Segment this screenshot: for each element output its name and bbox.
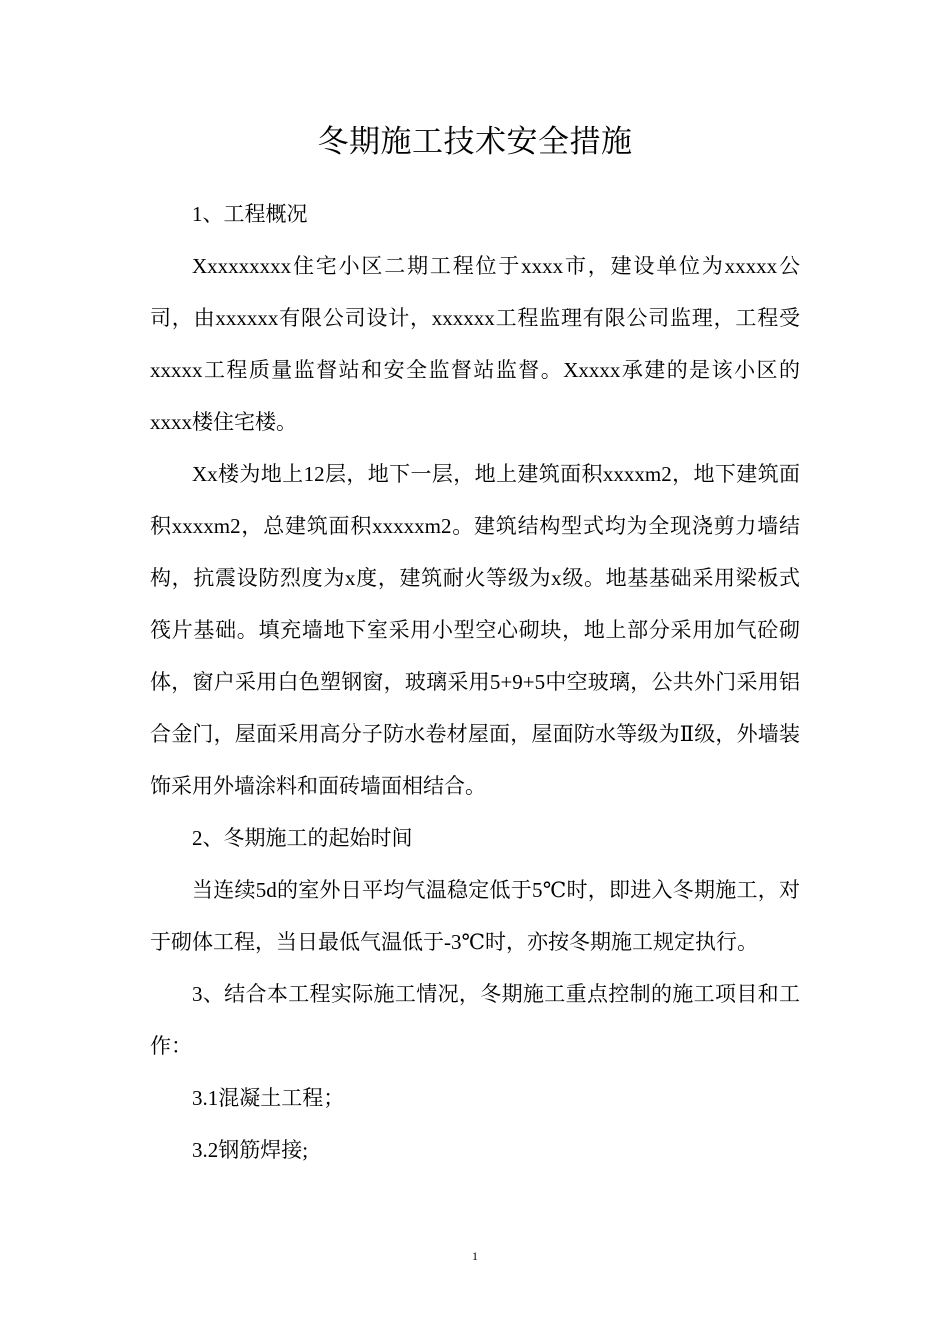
section-heading-winter-start: 2、冬期施工的起始时间 bbox=[192, 826, 413, 850]
paragraph-building-description: Xx楼为地上12层，地下一层，地上建筑面积xxxxm2，地下建筑面积xxxxm2，总建筑面积xxxxxm2。建筑结构型式均为全现浇剪力墙结构，抗震设防烈度为x度，建筑耐火等级为x级。地基基础采用梁板式筏片基础。填充墙地下室采用小型空心砌块，地上部分采用加气砼砌体，窗户采用白色塑钢窗，玻璃采用5+9+5中空玻璃，公共外门采用铝合金门，屋面采用高分子防水卷材屋面，屋面防水等级为Ⅱ级，外墙装饰采用外墙涂料和面砖墙面相结合。 bbox=[150, 462, 800, 798]
page-number: 1 bbox=[472, 1249, 478, 1263]
list-item-concrete-work: 3.1混凝土工程； bbox=[192, 1086, 345, 1110]
section-heading-key-control-items: 3、结合本工程实际施工情况，冬期施工重点控制的施工项目和工作： bbox=[150, 982, 800, 1058]
paragraph-project-location: Xxxxxxxxx住宅小区二期工程位于xxxx市，建设单位为xxxxx公司，由xxxxxx有限公司设计，xxxxxx工程监理有限公司监理，工程受xxxxx工程质量监督站和安全监督站监督。Xxxxx承建的是该小区的xxxx楼住宅楼。 bbox=[150, 254, 800, 434]
document-body bbox=[150, 188, 800, 1176]
paragraph-winter-start-condition: 当连续5d的室外日平均气温稳定低于5℃时，即进入冬期施工，对于砌体工程，当日最低气温低于-3℃时，亦按冬期施工规定执行。 bbox=[150, 878, 800, 954]
section-heading-project-overview: 1、工程概况 bbox=[192, 202, 308, 226]
document-title: 冬期施工技术安全措施 bbox=[317, 124, 633, 160]
list-item-rebar-welding: 3.2钢筋焊接; bbox=[192, 1138, 309, 1162]
